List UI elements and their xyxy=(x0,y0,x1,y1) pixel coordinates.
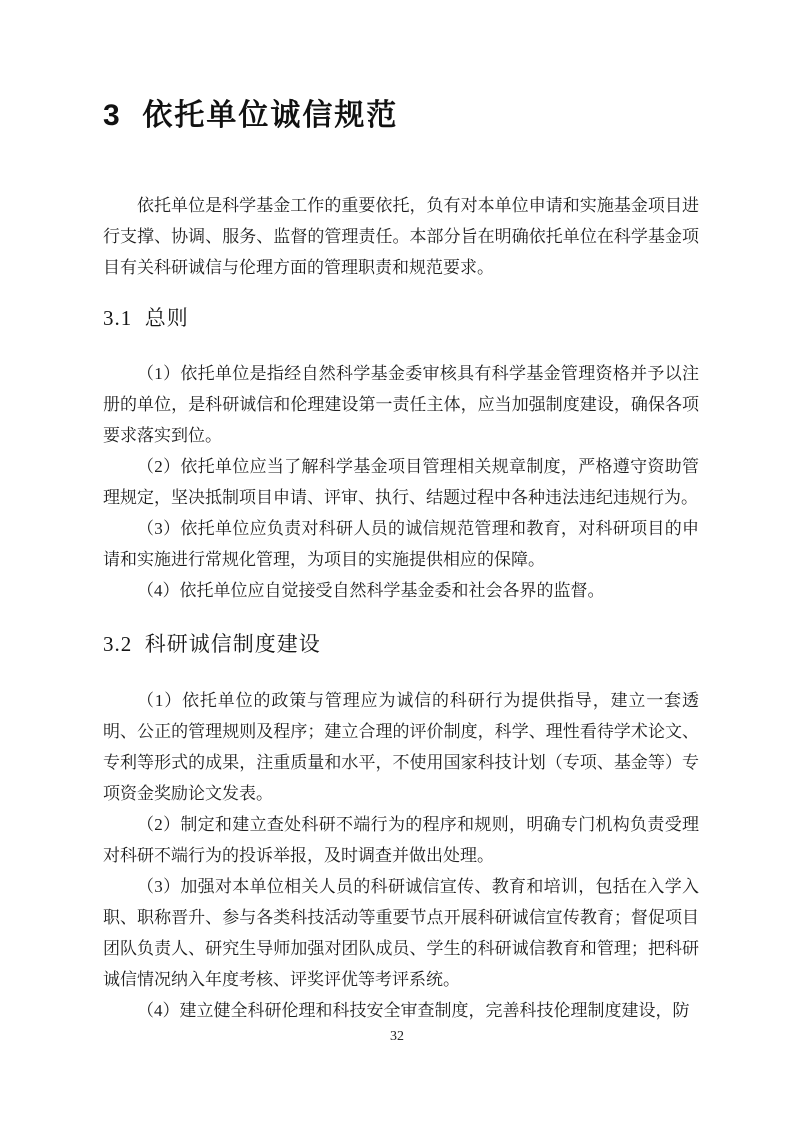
section-3-2-paragraph-1: （1）依托单位的政策与管理应为诚信的科研行为提供指导，建立一套透明、公正的管理规则及程序；建立合理的评价制度，科学、理性看待学术论文、专利等形式的成果，注重质量和水平，不使用国家科技计划（专项、基金等）专项资金奖励论文发表。 xyxy=(103,691,699,803)
section-3-2-paragraph-3: （3）加强对本单位相关人员的科研诚信宣传、教育和培训，包括在入学入职、职称晋升、参与各类科技活动等重要节点开展科研诚信宣传教育；督促项目团队负责人、研究生导师加强对团队成员、学生的科研诚信教育和管理；把科研诚信情况纳入年度考核、评奖评优等考评系统。 xyxy=(103,877,699,989)
section-3-1-paragraph-2: （2）依托单位应当了解科学基金项目管理相关规章制度，严格遵守资助管理规定，坚决抵制项目申请、评审、执行、结题过程中各种违法违纪违规行为。 xyxy=(103,457,699,507)
section-3-2-paragraph-2: （2）制定和建立查处科研不端行为的程序和规则，明确专门机构负责受理对科研不端行为的投诉举报，及时调查并做出处理。 xyxy=(103,815,699,865)
section-heading-3-1: 3.1 总则 xyxy=(103,306,189,330)
section-heading-3-2: 3.2 科研诚信制度建设 xyxy=(103,632,321,656)
section-3-1-paragraph-1: （1）依托单位是指经自然科学基金委审核具有科学基金管理资格并予以注册的单位，是科研诚信和伦理建设第一责任主体，应当加强制度建设，确保各项要求落实到位。 xyxy=(103,364,699,445)
section-3-1-paragraph-4: （4）依托单位应自觉接受自然科学基金委和社会各界的监督。 xyxy=(137,581,605,600)
section-3-1-paragraph-3: （3）依托单位应负责对科研人员的诚信规范管理和教育，对科研项目的申请和实施进行常规化管理，为项目的实施提供相应的保障。 xyxy=(103,519,699,569)
chapter-title: 3 依托单位诚信规范 xyxy=(103,99,399,132)
section-3-2-paragraph-4: （4）建立健全科研伦理和科技安全审查制度，完善科技伦理制度建设，防 xyxy=(137,1001,690,1020)
page-number: 32 xyxy=(390,1029,404,1044)
intro-paragraph: 依托单位是科学基金工作的重要依托，负有对本单位申请和实施基金项目进行支撑、协调、服务、监督的管理责任。本部分旨在明确依托单位在科学基金项目有关科研诚信与伦理方面的管理职责和规范要求。 xyxy=(103,196,699,277)
